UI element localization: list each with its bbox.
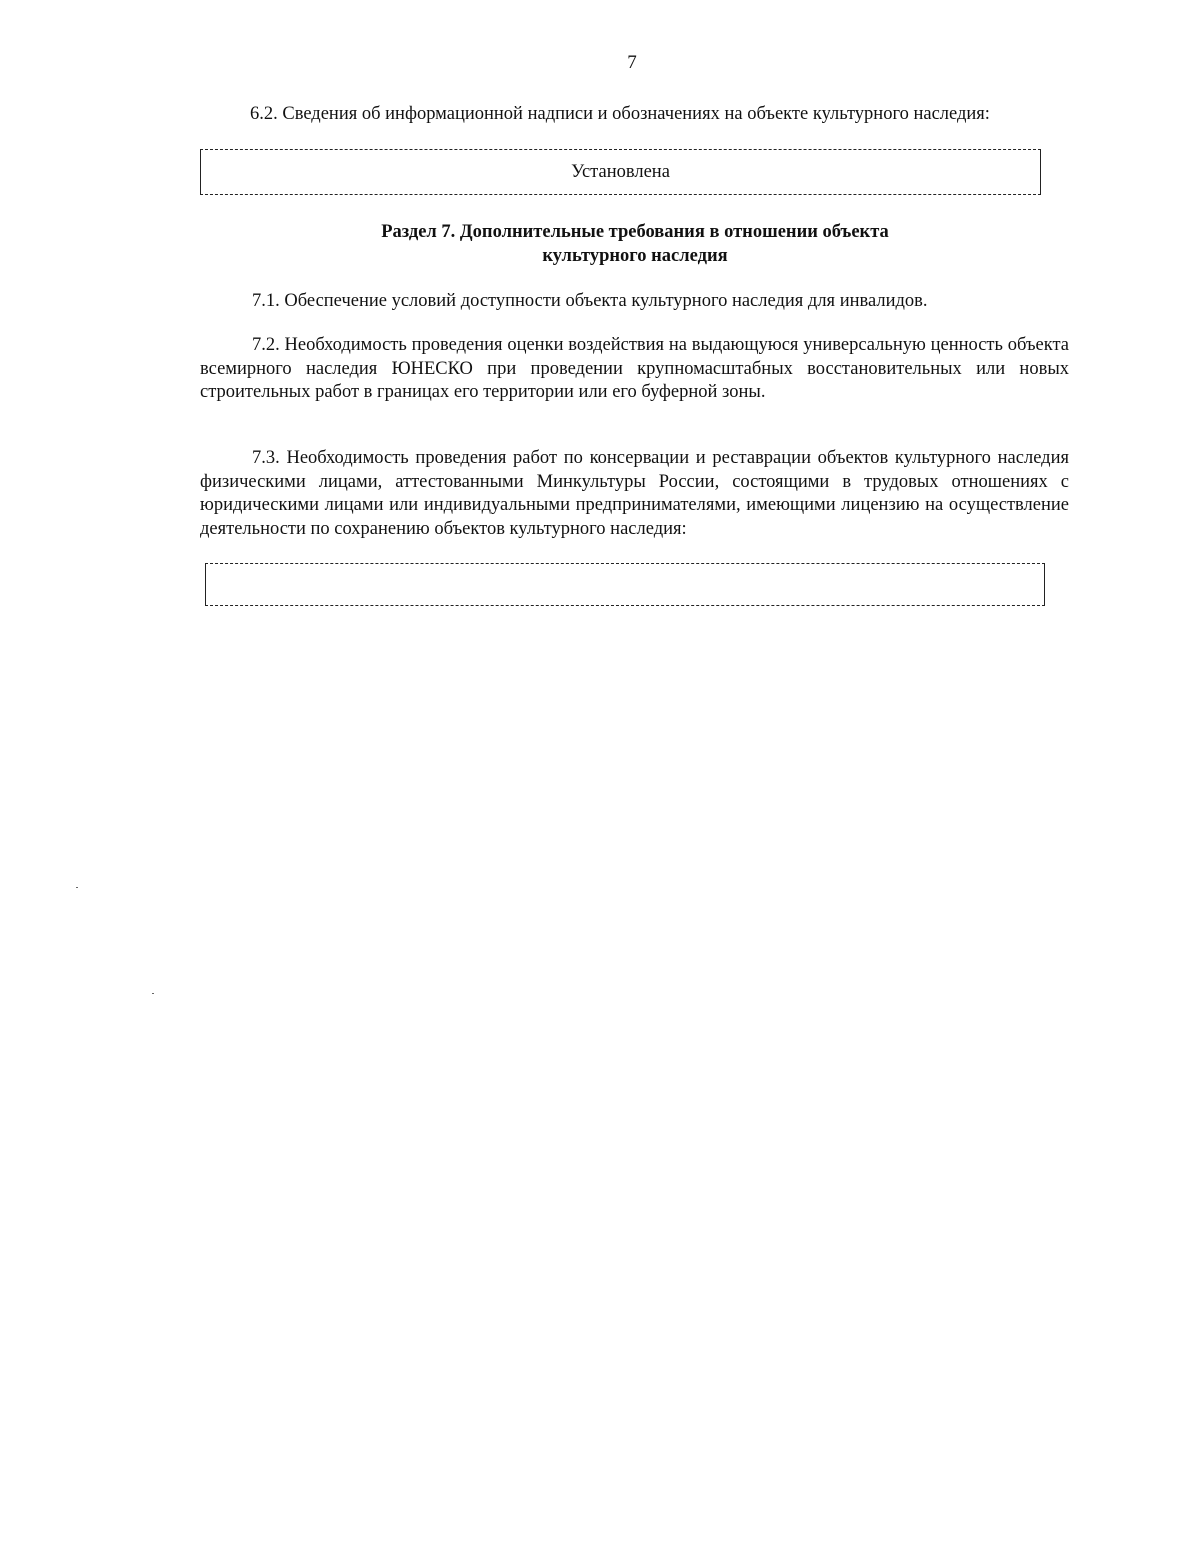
section-7-title-line-2: культурного наследия [542, 246, 728, 266]
page-number: 7 [627, 52, 637, 73]
paragraph-7-2: 7.2. Необходимость проведения оценки воздействия на выдающуюся универсальную ценность объекта всемирного наследия ЮНЕСКО при проведении крупномасштабных восстановительных или новых строительных работ в границах его территории или его буферной зоны. [200, 335, 1069, 402]
paragraph-7-1: 7.1. Обеспечение условий доступности объекта культурного наследия для инвалидов. [252, 291, 928, 311]
restoration-requirement-box [205, 563, 1045, 606]
section-7-title [200, 220, 1070, 268]
section-7-title-line-1: Раздел 7. Дополнительные требования в отношении объекта [381, 222, 889, 242]
scan-speck [76, 887, 78, 888]
information-inscription-value: Установлена [571, 162, 670, 182]
section-6-2-text: 6.2. Сведения об информационной надписи и обозначениях на объекте культурного наследия: [250, 104, 990, 124]
scan-speck [152, 993, 154, 994]
information-inscription-box [200, 149, 1041, 195]
paragraph-7-3: 7.3. Необходимость проведения работ по консервации и реставрации объектов культурного наследия физическими лицами, аттестованными Минкультуры России, состоящими в трудовых отношениях с юридическими лицами или индивидуальными предпринимателями, имеющими лицензию на осуществление деятельности по сохранению объектов культурного наследия: [200, 448, 1069, 539]
